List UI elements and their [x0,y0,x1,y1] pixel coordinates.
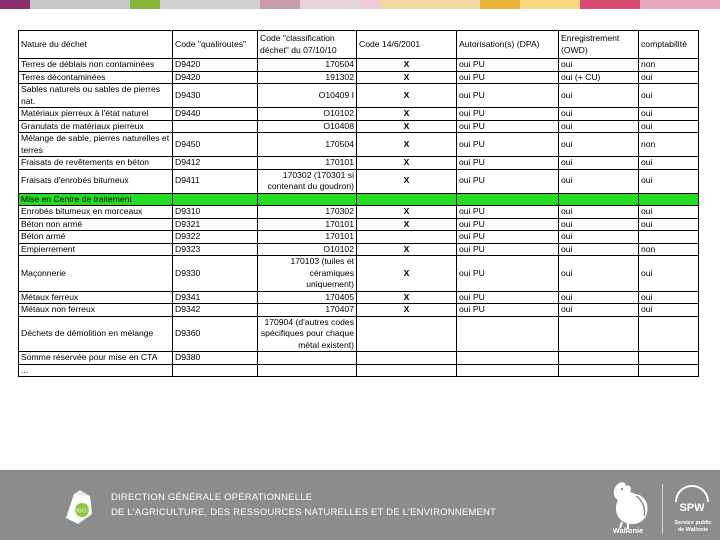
waste-nature-cell: Sables naturels ou sables de pierres nat. [19,84,173,108]
authorisation-cell: oui PU [457,59,559,72]
authorisation-cell: oui PU [457,304,559,317]
waste-nature-cell: Empierrement [19,243,173,256]
accounting-cell: oui [639,120,699,133]
direction-line-1: DIRECTION GÉNÉRALE OPÉRATIONNELLE [111,492,313,503]
authorisation-cell: oui PU [457,218,559,231]
color-strip-segment [160,0,260,9]
code-2001-cell: X [357,71,457,84]
waste-nature-cell: Fraisats de revêtements en béton [19,157,173,170]
qualiroutes-code-cell: D9342 [173,304,258,317]
spw-logo-icon [670,482,714,518]
classification-code-cell: 170302 (170301 si contenant du goudron) [258,169,357,193]
qualiroutes-code-cell: D9360 [173,316,258,352]
registration-cell [559,193,639,206]
authorisation-cell: oui PU [457,108,559,121]
color-strip-segment [130,0,160,9]
column-header: Autorisation(s) (DPA) [457,31,559,59]
classification-code-cell: 170405 [258,291,357,304]
code-2001-cell: X [357,206,457,219]
qualiroutes-code-cell: D9440 [173,108,258,121]
color-strip-segment [360,0,380,9]
authorisation-cell: oui PU [457,256,559,292]
code-2001-cell: X [357,120,457,133]
table-row [19,243,699,256]
color-strip-segment [380,0,480,9]
table-row [19,218,699,231]
code-2001-cell: X [357,243,457,256]
table-header-row [19,31,699,59]
registration-cell [559,364,639,377]
code-2001-cell: X [357,133,457,157]
registration-cell: oui [559,304,639,317]
footer-banner [0,470,720,540]
color-strip-segment [580,0,640,9]
authorisation-cell [457,193,559,206]
waste-nature-cell: Métaux non ferreux [19,304,173,317]
authorisation-cell: oui PU [457,206,559,219]
spw-acronym: SPW [679,502,705,514]
classification-code-cell: 170101 [258,231,357,244]
code-2001-cell [357,316,457,352]
code-2001-cell: X [357,59,457,72]
qualiroutes-code-cell [173,193,258,206]
accounting-cell: oui [639,304,699,317]
accounting-cell: oui [639,84,699,108]
registration-cell [559,352,639,365]
waste-nature-cell: Terres de déblais non contaminées [19,59,173,72]
footer-divider [662,484,663,534]
waste-nature-cell: ... [19,364,173,377]
accounting-cell: oui [639,218,699,231]
code-2001-cell: X [357,256,457,292]
accounting-cell: oui [639,108,699,121]
color-strip-segment [0,0,30,9]
dgo3-badge-text: DGO 3 [74,508,90,515]
registration-cell: oui [559,218,639,231]
code-2001-cell: X [357,218,457,231]
code-2001-cell: X [357,157,457,170]
classification-code-cell: 170103 (tuiles et céramiques uniquement) [258,256,357,292]
table-row [19,316,699,352]
classification-code-cell: 170302 [258,206,357,219]
waste-nature-cell: Granulats de matériaux pierreux [19,120,173,133]
authorisation-cell: oui PU [457,157,559,170]
registration-cell: oui [559,256,639,292]
waste-nature-cell: Béton non armé [19,218,173,231]
qualiroutes-code-cell: D9430 [173,84,258,108]
accounting-cell [639,231,699,244]
accounting-cell [639,364,699,377]
classification-code-cell: 191302 [258,71,357,84]
qualiroutes-code-cell: D9412 [173,157,258,170]
wallonie-label: Wallonie [612,526,644,535]
accounting-cell: non [639,59,699,72]
code-2001-cell: X [357,108,457,121]
classification-code-cell [258,364,357,377]
table-row [19,157,699,170]
column-header: Code "qualiroutes" [173,31,258,59]
code-2001-cell [357,352,457,365]
code-2001-cell: X [357,291,457,304]
qualiroutes-code-cell [173,364,258,377]
waste-nature-cell: Enrobés bitumeux en morceaux [19,206,173,219]
table-row [19,108,699,121]
registration-cell [559,316,639,352]
table-row [19,71,699,84]
qualiroutes-code-cell: D9380 [173,352,258,365]
color-strip-segment [480,0,520,9]
registration-cell: oui [559,120,639,133]
wallonie-rooster-icon [606,478,654,530]
table-row [19,231,699,244]
accounting-cell: non [639,243,699,256]
qualiroutes-code-cell: D9411 [173,169,258,193]
color-strip-segment [640,0,720,9]
direction-line-2: DE L'AGRICULTURE, DES RESSOURCES NATURELLES ET DE L'ENVIRONNEMENT [111,507,497,518]
accounting-cell [639,352,699,365]
column-header: Code "classification déchet" du 07/10/10 [258,31,357,59]
classification-code-cell: O10409 I [258,84,357,108]
column-header: Enregistrement (OWD) [559,31,639,59]
qualiroutes-code-cell [173,120,258,133]
direction-title [111,490,496,520]
registration-cell: oui [559,84,639,108]
registration-cell: oui [559,59,639,72]
table-row [19,304,699,317]
classification-code-cell: O10102 [258,243,357,256]
registration-cell: oui [559,231,639,244]
classification-code-cell: 170504 [258,133,357,157]
waste-codes-table [18,30,699,377]
authorisation-cell: oui PU [457,84,559,108]
classification-code-cell: O10408 [258,120,357,133]
table-row [19,169,699,193]
table-row [19,206,699,219]
code-2001-cell [357,231,457,244]
qualiroutes-code-cell: D9330 [173,256,258,292]
color-strip-segment [30,0,130,9]
waste-nature-cell: Métaux ferreux [19,291,173,304]
authorisation-cell: oui PU [457,169,559,193]
column-header: Code 14/6/2001 [357,31,457,59]
accounting-cell: oui [639,206,699,219]
classification-code-cell: 170904 (d'autres codes spécifiques pour chaque métal existent) [258,316,357,352]
table-row [19,84,699,108]
accounting-cell: oui [639,256,699,292]
classification-code-cell: 170101 [258,157,357,170]
dgo3-logo-icon [58,488,98,526]
authorisation-cell: oui PU [457,133,559,157]
column-header: comptabilité [639,31,699,59]
accounting-cell: oui [639,157,699,170]
code-2001-cell [357,364,457,377]
spw-sub-line-1: Service public [674,520,712,526]
table-body [19,59,699,377]
classification-code-cell: 170407 [258,304,357,317]
accounting-cell: oui [639,291,699,304]
waste-nature-cell: Terres décontaminées [19,71,173,84]
authorisation-cell: oui PU [457,231,559,244]
table-row [19,256,699,292]
spw-subtitle [666,520,720,534]
color-strip-segment [260,0,300,9]
waste-nature-cell: Matériaux pierreux à l'état naturel [19,108,173,121]
code-2001-cell: X [357,169,457,193]
code-2001-cell: X [357,84,457,108]
registration-cell: oui [559,108,639,121]
table-row [19,120,699,133]
color-strip-segment [300,0,360,9]
registration-cell: oui [559,157,639,170]
top-color-strip [0,0,720,9]
qualiroutes-code-cell: D9420 [173,71,258,84]
table-row [19,352,699,365]
registration-cell: oui [559,243,639,256]
waste-nature-cell: Fraisats d'enrobés bitumeux [19,169,173,193]
spw-sub-line-2: de Wallonie [677,527,709,533]
waste-nature-cell: Déchets de démolition en mélange [19,316,173,352]
qualiroutes-code-cell: D9321 [173,218,258,231]
color-strip-segment [520,0,580,9]
registration-cell: oui [559,169,639,193]
qualiroutes-code-cell: D9450 [173,133,258,157]
authorisation-cell [457,352,559,365]
registration-cell: oui [559,133,639,157]
waste-nature-cell: Maçonnerie [19,256,173,292]
code-2001-cell: X [357,304,457,317]
table-row [19,291,699,304]
registration-cell: oui (+ CU) [559,71,639,84]
accounting-cell [639,193,699,206]
classification-code-cell [258,193,357,206]
classification-code-cell [258,352,357,365]
qualiroutes-code-cell: D9323 [173,243,258,256]
table-row [19,133,699,157]
waste-nature-cell: Béton armé [19,231,173,244]
qualiroutes-code-cell: D9341 [173,291,258,304]
authorisation-cell: oui PU [457,120,559,133]
authorisation-cell: oui PU [457,71,559,84]
table-row [19,59,699,72]
code-2001-cell [357,193,457,206]
waste-nature-cell: Somme réservée pour mise en CTA [19,352,173,365]
classification-code-cell: O10102 [258,108,357,121]
authorisation-cell [457,316,559,352]
column-header: Nature du déchet [19,31,173,59]
accounting-cell [639,316,699,352]
qualiroutes-code-cell: D9420 [173,59,258,72]
authorisation-cell: oui PU [457,291,559,304]
registration-cell: oui [559,206,639,219]
registration-cell: oui [559,291,639,304]
table-row [19,364,699,377]
authorisation-cell: oui PU [457,243,559,256]
accounting-cell: oui [639,169,699,193]
accounting-cell: non [639,133,699,157]
treatment-centre-section-row [19,193,699,206]
qualiroutes-code-cell: D9322 [173,231,258,244]
accounting-cell: oui [639,71,699,84]
waste-nature-cell: Mise en Centre de traitement [19,193,173,206]
qualiroutes-code-cell: D9310 [173,206,258,219]
waste-nature-cell: Mélange de sable, pierres naturelles et terres [19,133,173,157]
classification-code-cell: 170504 [258,59,357,72]
classification-code-cell: 170101 [258,218,357,231]
authorisation-cell [457,364,559,377]
